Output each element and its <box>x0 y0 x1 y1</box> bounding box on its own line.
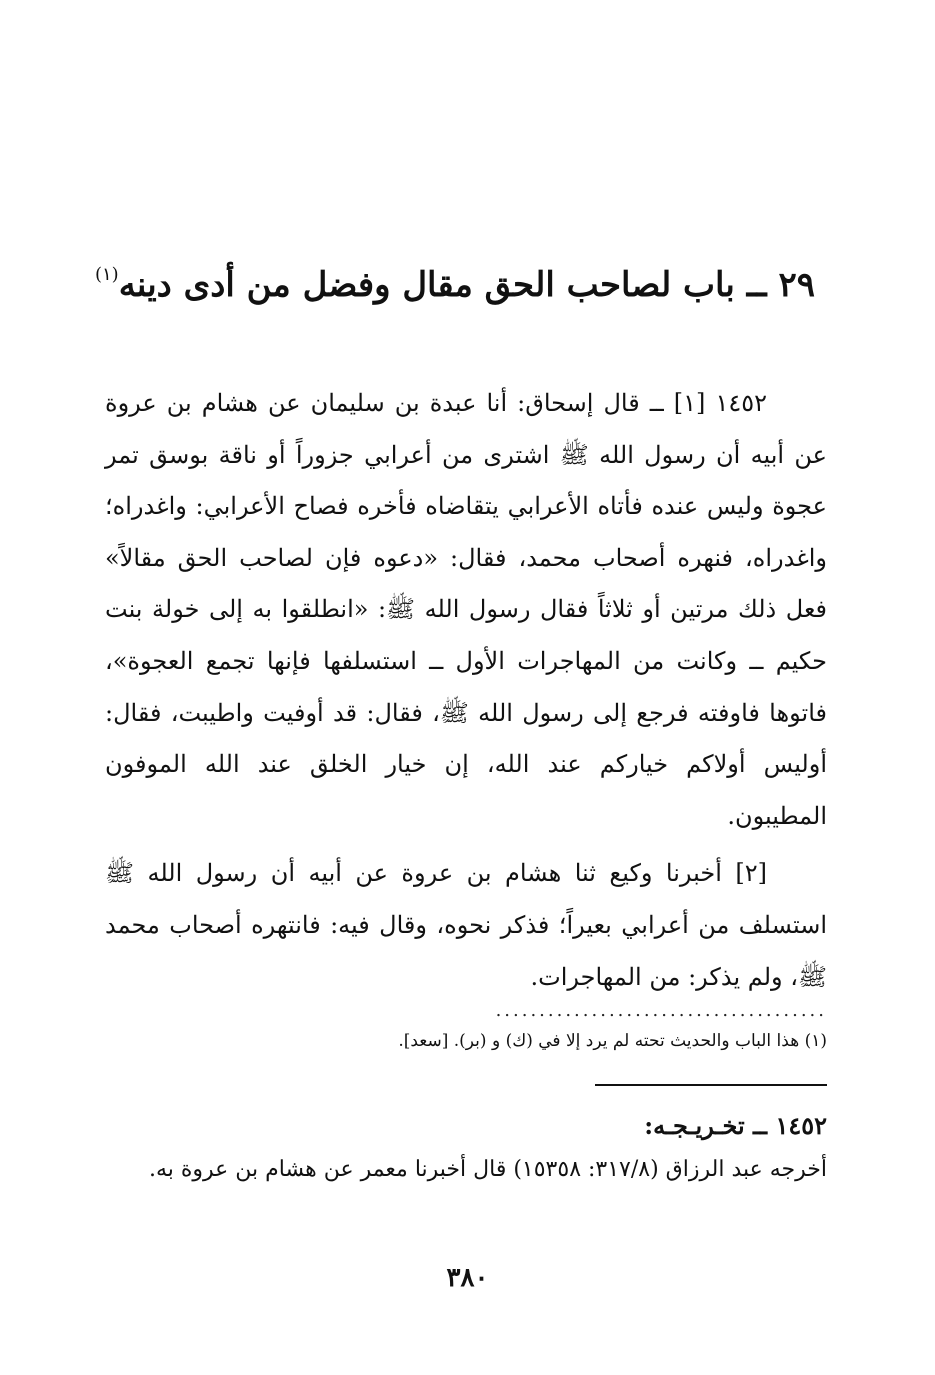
chapter-title-text: ٢٩ ــ باب لصاحب الحق مقال وفضل من أدى دينه <box>118 265 815 305</box>
footnote: (١) هذا الباب والحديث تحته لم يرد إلا في (ك) و (بر). [سعد]. <box>398 1031 827 1051</box>
takhrij-divider <box>595 1084 827 1086</box>
chapter-title <box>95 250 815 310</box>
takhrij-heading: ١٤٥٢ ــ تخـريـجـه: <box>644 1111 827 1140</box>
takhrij-text: أخرجه عبد الرزاق (٣١٧/٨: ١٥٣٥٨) قال أخبرنا معمر عن هشام بن عروة به. <box>148 1157 827 1182</box>
hadith-body <box>105 378 827 1003</box>
page-number: ٣٨٠ <box>446 1263 489 1293</box>
hadith-paragraph-1: ١٤٥٢ [١] ــ قال إسحاق: أنا عبدة بن سليمان عن هشام بن عروة عن أبيه أن رسول الله ﷺ اشترى من أعرابي جزوراً أو ناقة بوسق تمر عجوة وليس عنده فأتاه الأعرابي يتقاضاه فأخره فصاح الأعرابي: واغدراه؛ واغدراه، فنهره أصحاب محمد، فقال: «دعوه فإن لصاحب الحق مقالاً» فعل ذلك مرتين أو ثلاثاً فقال رسول الله ﷺ: «انطلقوا به إلى خولة بنت حكيم ــ وكانت من المهاجرات الأول ــ استسلفها فإنها تجمع العجوة»، فاتوها فاوفته فرجع إلى رسول الله ﷺ، فقال: قد أوفيت واطيبت، فقال: أوليس أولاكم خياركم عند الله، إن خيار الخلق عند الله الموفون المطيبون. <box>105 389 827 830</box>
footnote-marker: (١) <box>94 264 119 285</box>
hadith-paragraph-2: [٢] أخبرنا وكيع ثنا هشام بن عروة عن أبيه أن رسول الله ﷺ استسلف من أعرابي بعيراً؛ فذكر نحوه، وقال فيه: فانتهره أصحاب محمد ﷺ، ولم يذكر: من المهاجرات. <box>105 859 827 991</box>
footnote-separator-dots: ...................................... <box>495 1000 827 1021</box>
